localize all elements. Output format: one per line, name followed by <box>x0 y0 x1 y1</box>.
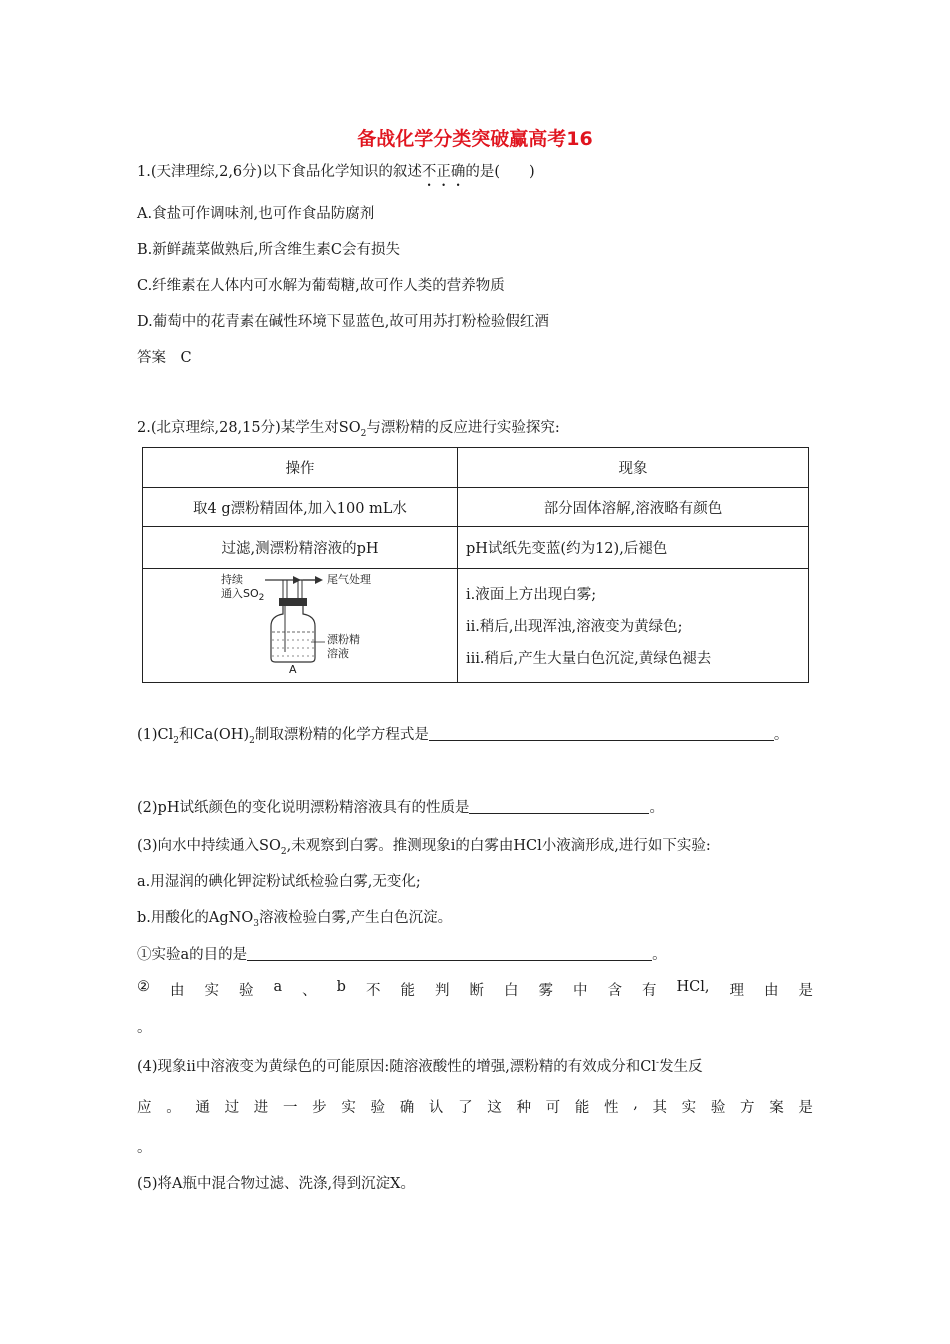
justified-char: 理 <box>729 983 744 999</box>
justified-char: 验 <box>239 983 254 999</box>
justified-char: 中 <box>572 983 588 999</box>
justified-char: 含 <box>607 983 622 999</box>
justified-char: 实 <box>204 983 219 999</box>
q2-part4: (4)现象ⅱ中溶液变为黄绿色的可能原因:随溶液酸性的增强,漂粉精的有效成分和Cl-发生反 <box>137 1058 703 1075</box>
table-cell: 部分固体溶解,溶液略有颜色 <box>458 488 809 527</box>
justified-char: 能 <box>400 983 415 999</box>
justified-char: 种 <box>516 1100 531 1116</box>
justified-char: 不 <box>365 983 381 999</box>
justified-char: 是 <box>798 1100 813 1116</box>
q1-option-c: C.纤维素在人体内可水解为葡萄糖,故可作人类的营养物质 <box>137 278 505 294</box>
table-cell: 过滤,测漂粉精溶液的pH <box>143 527 458 569</box>
justified-char: 实 <box>341 1100 356 1116</box>
justified-char: 可 <box>545 1100 561 1116</box>
emphasis-char: 不 <box>421 164 437 180</box>
justified-char: 判 <box>434 983 450 999</box>
answer-blank[interactable] <box>469 799 649 814</box>
justified-char: 步 <box>312 1100 327 1116</box>
label-continuous: 持续 <box>221 573 243 586</box>
q2-part3-q2-end: 。 <box>137 1020 152 1036</box>
justified-char: 确 <box>399 1100 415 1116</box>
justified-char: 通 <box>195 1100 210 1116</box>
justified-char: 认 <box>428 1100 444 1116</box>
justified-char: 是 <box>798 983 813 999</box>
q2-part1: $(1)Cl_2$和$Ca(OH)_2$制取漂粉精的化学方程式是 。 <box>137 727 789 746</box>
q1-stem: 1.(天津理综,2,6分)以下食品化学知识的叙述不正确的是( ) <box>137 160 535 181</box>
table-cell: pH试纸先变蓝(约为12),后褪色 <box>458 527 809 569</box>
justified-char: 有 <box>641 983 657 999</box>
q1-answer: 答案 C <box>137 350 192 366</box>
q2-part3-q1: ①实验a的目的是 。 <box>137 947 667 963</box>
label-solution-1: 漂粉精 <box>327 633 360 646</box>
justified-char: 由 <box>763 983 779 999</box>
table-header-phenomenon: 现象 <box>458 448 809 488</box>
justified-char: 验 <box>370 1100 385 1116</box>
justified-char: 一 <box>282 1100 298 1116</box>
justified-char: ② <box>137 979 150 995</box>
q2-stem: 2.(北京理综,28,15分)某学生对$SO_2$与漂粉精的反应进行实验探究: <box>137 420 560 439</box>
phenomenon-3: ⅲ.稍后,产生大量白色沉淀,黄绿色褪去 <box>466 650 712 667</box>
justified-char: HCl, <box>676 979 710 995</box>
emphasis-char: 确 <box>450 164 466 180</box>
q2-part4-end: 。 <box>137 1140 152 1156</box>
label-exhaust: 尾气处理 <box>327 573 371 586</box>
apparatus-cell <box>143 569 458 683</box>
justified-char: 性 <box>604 1100 619 1116</box>
q2-part5: (5)将A瓶中混合物过滤、洗涤,得到沉淀X。 <box>137 1176 415 1192</box>
justified-char: 进 <box>253 1100 269 1116</box>
justified-char: 这 <box>487 1100 502 1116</box>
justified-char: 方 <box>740 1100 755 1116</box>
q2-part3-a: a.用湿润的碘化钾淀粉试纸检验白雾,无变化; <box>137 874 421 890</box>
justified-char: 应 <box>137 1100 152 1116</box>
label-solution-2: 溶液 <box>327 647 349 660</box>
table-header-operation: 操作 <box>143 448 458 488</box>
q1-option-d: D.葡萄中的花青素在碱性环境下显蓝色,故可用苏打粉检验假红酒 <box>137 314 549 330</box>
label-bottle-a: A <box>289 663 297 676</box>
phenomenon-2: ⅱ.稍后,出现浑浊,溶液变为黄绿色; <box>466 618 683 635</box>
justified-char: b <box>336 979 346 995</box>
page-title: 备战化学分类突破赢高考16 <box>357 128 593 150</box>
justified-char: 由 <box>170 983 185 999</box>
justified-char: 实 <box>681 1100 697 1116</box>
table-cell: 取4 g漂粉精固体,加入100 mL水 <box>143 488 458 527</box>
q2-part3-q2 <box>137 979 813 1000</box>
q1-option-a: A.食盐可作调味剂,也可作食品防腐剂 <box>137 206 375 222</box>
justified-char: 其 <box>652 1100 667 1116</box>
justified-char: 断 <box>469 983 484 999</box>
q2-part3-b: b.用酸化的AgNO$_3$溶液检验白雾,产生白色沉淀。 <box>137 910 453 929</box>
justified-char: , <box>633 1096 638 1112</box>
justified-char: 、 <box>302 983 317 999</box>
label-inlet-so2: 通入$SO_2$ <box>221 587 265 604</box>
experiment-table <box>142 447 809 683</box>
justified-char: a <box>273 979 283 995</box>
phenomena-cell <box>458 569 809 683</box>
answer-blank[interactable] <box>429 726 774 741</box>
justified-char: 过 <box>224 1100 240 1116</box>
q2-part3: (3)向水中持续通入$SO_2$,未观察到白雾。推测现象ⅰ的白雾由HCl小液滴形成,进行如下实验: <box>137 838 711 857</box>
q2-part4-line2 <box>137 1096 813 1117</box>
q2-part2: (2)pH试纸颜色的变化说明漂粉精溶液具有的性质是 。 <box>137 800 664 816</box>
answer-blank[interactable] <box>247 946 652 961</box>
phenomenon-1: ⅰ.液面上方出现白雾; <box>466 586 597 603</box>
justified-char: 案 <box>769 1100 784 1116</box>
justified-char: 雾 <box>538 983 553 999</box>
justified-char: 。 <box>166 1100 181 1116</box>
justified-char: 能 <box>574 1100 590 1116</box>
justified-char: 白 <box>503 983 519 999</box>
justified-char: 验 <box>710 1100 726 1116</box>
justified-char: 了 <box>458 1100 473 1116</box>
emphasis-char: 正 <box>436 164 451 180</box>
q1-option-b: B.新鲜蔬菜做熟后,所含维生素C会有损失 <box>137 242 400 258</box>
